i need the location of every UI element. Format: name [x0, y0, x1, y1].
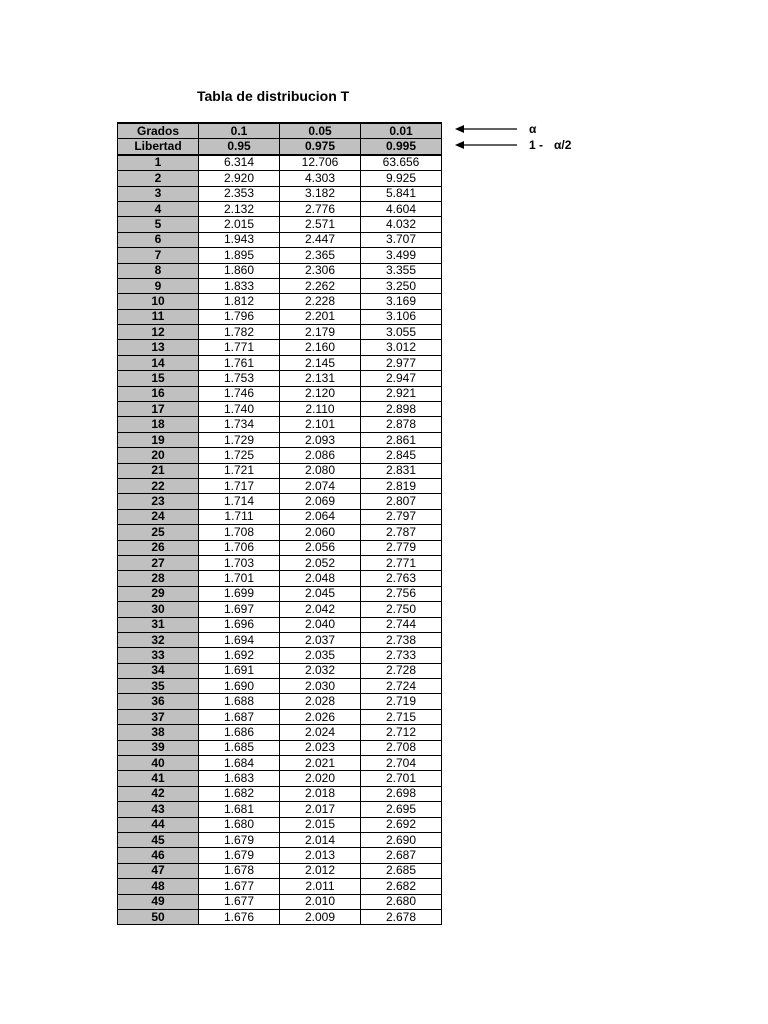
degrees-of-freedom-cell: 49 — [118, 894, 199, 909]
critical-value-cell: 1.691 — [199, 663, 280, 678]
critical-value-cell: 2.032 — [280, 663, 361, 678]
table-row — [118, 817, 442, 832]
degrees-of-freedom-cell: 30 — [118, 602, 199, 617]
degrees-of-freedom-cell: 32 — [118, 632, 199, 647]
critical-value-cell: 2.011 — [280, 879, 361, 894]
degrees-of-freedom-cell: 42 — [118, 786, 199, 801]
critical-value-cell: 1.678 — [199, 863, 280, 878]
header-libertad: Libertad — [118, 139, 199, 155]
critical-value-cell: 4.303 — [280, 171, 361, 186]
table-row — [118, 571, 442, 586]
table-row — [118, 756, 442, 771]
table-row — [118, 709, 442, 724]
alpha-half-label: α/2 — [554, 138, 572, 152]
header-prob-0.95: 0.95 — [199, 139, 280, 155]
critical-value-cell: 2.712 — [361, 725, 442, 740]
degrees-of-freedom-cell: 12 — [118, 325, 199, 340]
critical-value-cell: 2.014 — [280, 832, 361, 847]
degrees-of-freedom-cell: 25 — [118, 525, 199, 540]
table-row — [118, 509, 442, 524]
critical-value-cell: 2.145 — [280, 355, 361, 370]
critical-value-cell: 1.692 — [199, 648, 280, 663]
critical-value-cell: 1.740 — [199, 402, 280, 417]
critical-value-cell: 2.024 — [280, 725, 361, 740]
table-row — [118, 694, 442, 709]
degrees-of-freedom-cell: 11 — [118, 309, 199, 324]
critical-value-cell: 2.692 — [361, 817, 442, 832]
critical-value-cell: 1.812 — [199, 294, 280, 309]
critical-value-cell: 2.704 — [361, 756, 442, 771]
critical-value-cell: 2.042 — [280, 602, 361, 617]
degrees-of-freedom-cell: 18 — [118, 417, 199, 432]
degrees-of-freedom-cell: 31 — [118, 617, 199, 632]
critical-value-cell: 2.682 — [361, 879, 442, 894]
critical-value-cell: 2.680 — [361, 894, 442, 909]
table-row — [118, 309, 442, 324]
critical-value-cell: 2.701 — [361, 771, 442, 786]
critical-value-cell: 2.728 — [361, 663, 442, 678]
critical-value-cell: 2.110 — [280, 402, 361, 417]
critical-value-cell: 2.715 — [361, 709, 442, 724]
critical-value-cell: 2.771 — [361, 555, 442, 570]
critical-value-cell: 1.782 — [199, 325, 280, 340]
critical-value-cell: 2.447 — [280, 232, 361, 247]
critical-value-cell: 3.012 — [361, 340, 442, 355]
critical-value-cell: 2.776 — [280, 201, 361, 216]
critical-value-cell: 1.680 — [199, 817, 280, 832]
header-alpha-0.05: 0.05 — [280, 123, 361, 139]
degrees-of-freedom-cell: 23 — [118, 494, 199, 509]
degrees-of-freedom-cell: 43 — [118, 802, 199, 817]
table-row — [118, 402, 442, 417]
critical-value-cell: 1.895 — [199, 248, 280, 263]
critical-value-cell: 2.845 — [361, 448, 442, 463]
critical-value-cell: 5.841 — [361, 186, 442, 201]
critical-value-cell: 1.725 — [199, 448, 280, 463]
page-title: Tabla de distribucion T — [197, 88, 350, 104]
critical-value-cell: 1.714 — [199, 494, 280, 509]
critical-value-cell: 2.060 — [280, 525, 361, 540]
critical-value-cell: 1.771 — [199, 340, 280, 355]
critical-value-cell: 2.086 — [280, 448, 361, 463]
critical-value-cell: 2.120 — [280, 386, 361, 401]
critical-value-cell: 2.015 — [199, 217, 280, 232]
table-row — [118, 663, 442, 678]
critical-value-cell: 2.028 — [280, 694, 361, 709]
critical-value-cell: 1.746 — [199, 386, 280, 401]
table-row — [118, 909, 442, 924]
table-row — [118, 740, 442, 755]
critical-value-cell: 2.015 — [280, 817, 361, 832]
critical-value-cell: 2.069 — [280, 494, 361, 509]
critical-value-cell: 2.678 — [361, 909, 442, 924]
table-row — [118, 894, 442, 909]
critical-value-cell: 2.101 — [280, 417, 361, 432]
critical-value-cell: 2.763 — [361, 571, 442, 586]
degrees-of-freedom-cell: 1 — [118, 155, 199, 171]
header-row-one-minus-half-alpha — [118, 139, 442, 155]
critical-value-cell: 2.074 — [280, 478, 361, 493]
critical-value-cell: 1.694 — [199, 632, 280, 647]
critical-value-cell: 2.779 — [361, 540, 442, 555]
critical-value-cell: 1.701 — [199, 571, 280, 586]
table-row — [118, 540, 442, 555]
critical-value-cell: 2.920 — [199, 171, 280, 186]
table-row — [118, 632, 442, 647]
critical-value-cell: 1.703 — [199, 555, 280, 570]
table-row — [118, 771, 442, 786]
degrees-of-freedom-cell: 38 — [118, 725, 199, 740]
critical-value-cell: 1.682 — [199, 786, 280, 801]
critical-value-cell: 1.699 — [199, 586, 280, 601]
critical-value-cell: 2.080 — [280, 463, 361, 478]
critical-value-cell: 2.571 — [280, 217, 361, 232]
critical-value-cell: 2.160 — [280, 340, 361, 355]
critical-value-cell: 2.132 — [199, 201, 280, 216]
critical-value-cell: 2.353 — [199, 186, 280, 201]
critical-value-cell: 2.744 — [361, 617, 442, 632]
critical-value-cell: 1.833 — [199, 278, 280, 293]
arrow-left-icon — [455, 139, 517, 151]
critical-value-cell: 2.013 — [280, 848, 361, 863]
degrees-of-freedom-cell: 5 — [118, 217, 199, 232]
critical-value-cell: 1.753 — [199, 371, 280, 386]
critical-value-cell: 2.026 — [280, 709, 361, 724]
critical-value-cell: 3.106 — [361, 309, 442, 324]
critical-value-cell: 2.861 — [361, 432, 442, 447]
critical-value-cell: 9.925 — [361, 171, 442, 186]
degrees-of-freedom-cell: 26 — [118, 540, 199, 555]
t-distribution-table — [117, 122, 442, 925]
critical-value-cell: 2.035 — [280, 648, 361, 663]
critical-value-cell: 1.677 — [199, 894, 280, 909]
degrees-of-freedom-cell: 40 — [118, 756, 199, 771]
degrees-of-freedom-cell: 17 — [118, 402, 199, 417]
degrees-of-freedom-cell: 46 — [118, 848, 199, 863]
critical-value-cell: 2.228 — [280, 294, 361, 309]
degrees-of-freedom-cell: 28 — [118, 571, 199, 586]
table-row — [118, 463, 442, 478]
header-grados: Grados — [118, 123, 199, 139]
header-row-alpha — [118, 123, 442, 139]
critical-value-cell: 1.860 — [199, 263, 280, 278]
critical-value-cell: 2.738 — [361, 632, 442, 647]
degrees-of-freedom-cell: 27 — [118, 555, 199, 570]
critical-value-cell: 1.688 — [199, 694, 280, 709]
critical-value-cell: 1.697 — [199, 602, 280, 617]
table-row — [118, 617, 442, 632]
degrees-of-freedom-cell: 10 — [118, 294, 199, 309]
critical-value-cell: 2.023 — [280, 740, 361, 755]
table-row — [118, 863, 442, 878]
critical-value-cell: 1.690 — [199, 679, 280, 694]
degrees-of-freedom-cell: 22 — [118, 478, 199, 493]
critical-value-cell: 3.707 — [361, 232, 442, 247]
critical-value-cell: 1.679 — [199, 848, 280, 863]
critical-value-cell: 2.898 — [361, 402, 442, 417]
degrees-of-freedom-cell: 14 — [118, 355, 199, 370]
degrees-of-freedom-cell: 47 — [118, 863, 199, 878]
table-row — [118, 555, 442, 570]
critical-value-cell: 2.030 — [280, 679, 361, 694]
critical-value-cell: 2.719 — [361, 694, 442, 709]
critical-value-cell: 1.717 — [199, 478, 280, 493]
critical-value-cell: 1.708 — [199, 525, 280, 540]
degrees-of-freedom-cell: 29 — [118, 586, 199, 601]
critical-value-cell: 2.750 — [361, 602, 442, 617]
critical-value-cell: 2.056 — [280, 540, 361, 555]
critical-value-cell: 1.683 — [199, 771, 280, 786]
degrees-of-freedom-cell: 39 — [118, 740, 199, 755]
table-row — [118, 201, 442, 216]
critical-value-cell: 3.250 — [361, 278, 442, 293]
degrees-of-freedom-cell: 15 — [118, 371, 199, 386]
arrow-left-icon — [455, 123, 517, 135]
table-row — [118, 355, 442, 370]
degrees-of-freedom-cell: 6 — [118, 232, 199, 247]
critical-value-cell: 2.262 — [280, 278, 361, 293]
header-alpha-0.01: 0.01 — [361, 123, 442, 139]
table-row — [118, 278, 442, 293]
table-row — [118, 417, 442, 432]
table-row — [118, 679, 442, 694]
critical-value-cell: 2.947 — [361, 371, 442, 386]
table-row — [118, 371, 442, 386]
critical-value-cell: 2.093 — [280, 432, 361, 447]
table-row — [118, 848, 442, 863]
table-row — [118, 448, 442, 463]
critical-value-cell: 2.787 — [361, 525, 442, 540]
critical-value-cell: 1.676 — [199, 909, 280, 924]
critical-value-cell: 2.017 — [280, 802, 361, 817]
degrees-of-freedom-cell: 44 — [118, 817, 199, 832]
table-row — [118, 586, 442, 601]
critical-value-cell: 2.685 — [361, 863, 442, 878]
table-row — [118, 155, 442, 171]
critical-value-cell: 1.677 — [199, 879, 280, 894]
critical-value-cell: 2.733 — [361, 648, 442, 663]
degrees-of-freedom-cell: 50 — [118, 909, 199, 924]
critical-value-cell: 63.656 — [361, 155, 442, 171]
critical-value-cell: 1.796 — [199, 309, 280, 324]
critical-value-cell: 2.698 — [361, 786, 442, 801]
header-alpha-0.1: 0.1 — [199, 123, 280, 139]
degrees-of-freedom-cell: 21 — [118, 463, 199, 478]
critical-value-cell: 2.179 — [280, 325, 361, 340]
critical-value-cell: 2.819 — [361, 478, 442, 493]
critical-value-cell: 2.724 — [361, 679, 442, 694]
critical-value-cell: 2.921 — [361, 386, 442, 401]
degrees-of-freedom-cell: 19 — [118, 432, 199, 447]
critical-value-cell: 2.131 — [280, 371, 361, 386]
critical-value-cell: 2.687 — [361, 848, 442, 863]
table-row — [118, 232, 442, 247]
degrees-of-freedom-cell: 13 — [118, 340, 199, 355]
critical-value-cell: 1.696 — [199, 617, 280, 632]
critical-value-cell: 2.690 — [361, 832, 442, 847]
degrees-of-freedom-cell: 16 — [118, 386, 199, 401]
degrees-of-freedom-cell: 37 — [118, 709, 199, 724]
critical-value-cell: 1.729 — [199, 432, 280, 447]
critical-value-cell: 1.706 — [199, 540, 280, 555]
degrees-of-freedom-cell: 20 — [118, 448, 199, 463]
critical-value-cell: 2.878 — [361, 417, 442, 432]
critical-value-cell: 2.365 — [280, 248, 361, 263]
critical-value-cell: 1.711 — [199, 509, 280, 524]
table-row — [118, 340, 442, 355]
critical-value-cell: 2.977 — [361, 355, 442, 370]
critical-value-cell: 1.761 — [199, 355, 280, 370]
degrees-of-freedom-cell: 48 — [118, 879, 199, 894]
table-row — [118, 602, 442, 617]
critical-value-cell: 3.182 — [280, 186, 361, 201]
degrees-of-freedom-cell: 33 — [118, 648, 199, 663]
critical-value-cell: 12.706 — [280, 155, 361, 171]
table-row — [118, 386, 442, 401]
table-row — [118, 494, 442, 509]
degrees-of-freedom-cell: 36 — [118, 694, 199, 709]
degrees-of-freedom-cell: 41 — [118, 771, 199, 786]
table-row — [118, 263, 442, 278]
degrees-of-freedom-cell: 4 — [118, 201, 199, 216]
degrees-of-freedom-cell: 2 — [118, 171, 199, 186]
critical-value-cell: 1.685 — [199, 740, 280, 755]
degrees-of-freedom-cell: 35 — [118, 679, 199, 694]
critical-value-cell: 2.010 — [280, 894, 361, 909]
table-row — [118, 171, 442, 186]
critical-value-cell: 6.314 — [199, 155, 280, 171]
degrees-of-freedom-cell: 3 — [118, 186, 199, 201]
table-row — [118, 478, 442, 493]
critical-value-cell: 2.048 — [280, 571, 361, 586]
critical-value-cell: 1.679 — [199, 832, 280, 847]
critical-value-cell: 1.734 — [199, 417, 280, 432]
critical-value-cell: 1.943 — [199, 232, 280, 247]
table-row — [118, 294, 442, 309]
table-row — [118, 525, 442, 540]
critical-value-cell: 2.807 — [361, 494, 442, 509]
header-prob-0.995: 0.995 — [361, 139, 442, 155]
degrees-of-freedom-cell: 45 — [118, 832, 199, 847]
table-row — [118, 725, 442, 740]
critical-value-cell: 2.695 — [361, 802, 442, 817]
critical-value-cell: 3.055 — [361, 325, 442, 340]
critical-value-cell: 2.009 — [280, 909, 361, 924]
critical-value-cell: 1.684 — [199, 756, 280, 771]
critical-value-cell: 2.021 — [280, 756, 361, 771]
table-row — [118, 648, 442, 663]
table-row — [118, 325, 442, 340]
critical-value-cell: 1.721 — [199, 463, 280, 478]
table-row — [118, 879, 442, 894]
critical-value-cell: 3.499 — [361, 248, 442, 263]
critical-value-cell: 4.604 — [361, 201, 442, 216]
degrees-of-freedom-cell: 7 — [118, 248, 199, 263]
critical-value-cell: 2.040 — [280, 617, 361, 632]
critical-value-cell: 2.831 — [361, 463, 442, 478]
critical-value-cell: 2.306 — [280, 263, 361, 278]
critical-value-cell: 2.012 — [280, 863, 361, 878]
table-row — [118, 786, 442, 801]
table-row — [118, 217, 442, 232]
critical-value-cell: 2.020 — [280, 771, 361, 786]
table-row — [118, 248, 442, 263]
critical-value-cell: 2.037 — [280, 632, 361, 647]
table-row — [118, 186, 442, 201]
degrees-of-freedom-cell: 9 — [118, 278, 199, 293]
critical-value-cell: 2.201 — [280, 309, 361, 324]
critical-value-cell: 2.052 — [280, 555, 361, 570]
critical-value-cell: 3.169 — [361, 294, 442, 309]
critical-value-cell: 2.756 — [361, 586, 442, 601]
table-row — [118, 432, 442, 447]
header-prob-0.975: 0.975 — [280, 139, 361, 155]
critical-value-cell: 2.064 — [280, 509, 361, 524]
degrees-of-freedom-cell: 8 — [118, 263, 199, 278]
alpha-label: α — [529, 122, 537, 136]
table-row — [118, 802, 442, 817]
table-row — [118, 832, 442, 847]
critical-value-cell: 2.708 — [361, 740, 442, 755]
one-minus-label: 1 - — [529, 138, 544, 152]
critical-value-cell: 1.687 — [199, 709, 280, 724]
critical-value-cell: 1.686 — [199, 725, 280, 740]
critical-value-cell: 2.045 — [280, 586, 361, 601]
critical-value-cell: 1.681 — [199, 802, 280, 817]
critical-value-cell: 4.032 — [361, 217, 442, 232]
degrees-of-freedom-cell: 24 — [118, 509, 199, 524]
critical-value-cell: 2.797 — [361, 509, 442, 524]
critical-value-cell: 3.355 — [361, 263, 442, 278]
critical-value-cell: 2.018 — [280, 786, 361, 801]
degrees-of-freedom-cell: 34 — [118, 663, 199, 678]
